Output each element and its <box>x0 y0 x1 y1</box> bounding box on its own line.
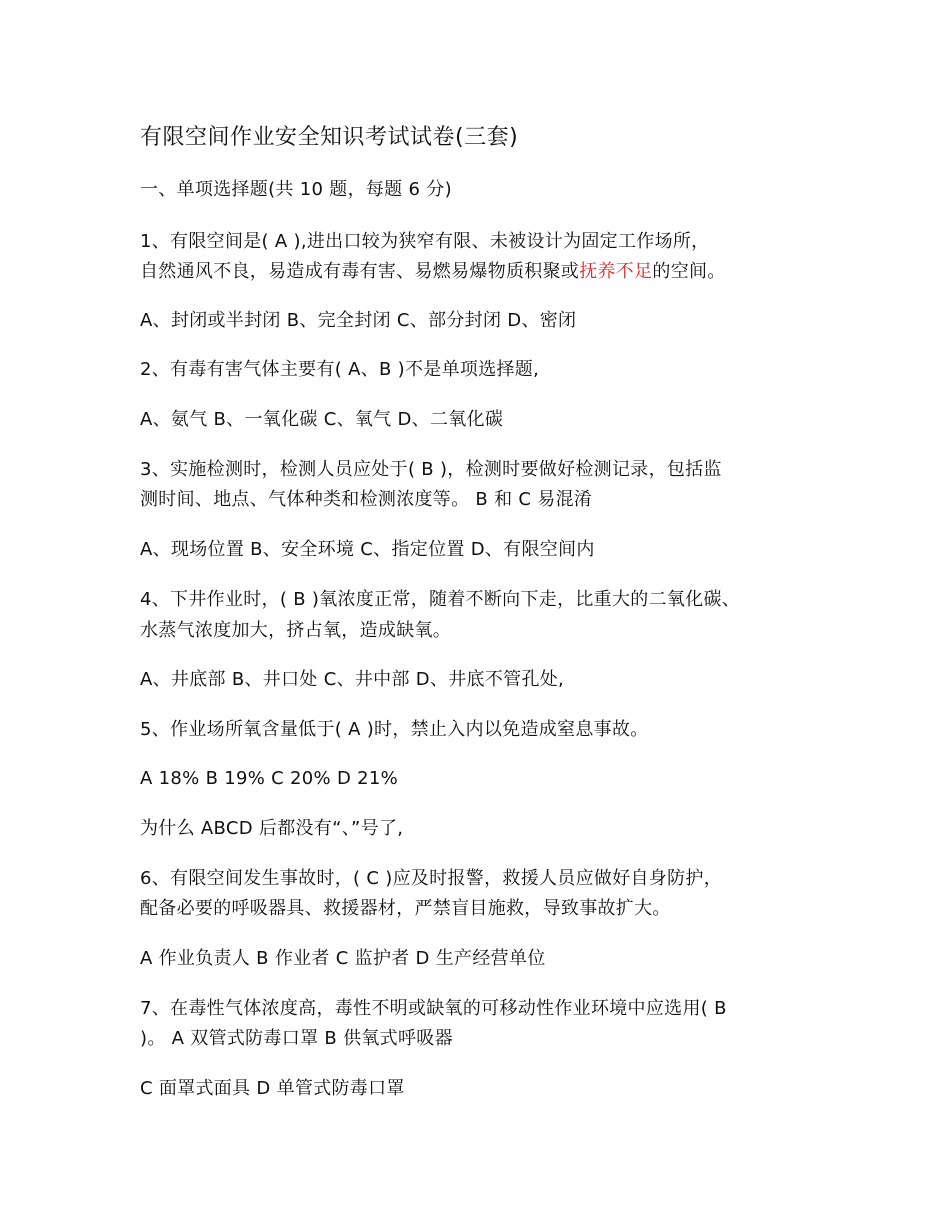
question-3-line-2: 测时间、地点、气体种类和检测浓度等。 B 和 C 易混淆 <box>140 489 593 510</box>
question-2-line-1: 2、有毒有害气体主要有( A、B )不是单项选择题, <box>140 359 540 380</box>
highlighted-text: 抚养不足 <box>579 261 653 282</box>
question-1-line-2 <box>140 257 830 287</box>
question-4-line-2: 水蒸气浓度加大，挤占氧，造成缺氧。 <box>140 620 452 641</box>
question-7-options: C 面罩式面具 D 单管式防毒口罩 <box>140 1078 405 1099</box>
question-3-line-1: 3、实施检测时，检测人员应处于( B )，检测时要做好检测记录，包括监 <box>140 459 722 480</box>
question-7-line-1: 7、在毒性气体浓度高，毒性不明或缺氧的可移动性作业环境中应选用( B <box>140 998 727 1019</box>
question-1-options: A、封闭或半封闭 B、完全封闭 C、部分封闭 D、密闭 <box>140 310 577 331</box>
question-6-line-2: 配备必要的呼吸器具、救援器材，严禁盲目施救，导致事故扩大。 <box>140 898 671 919</box>
question-4-options: A、井底部 B、井口处 C、井中部 D、井底不管孔处, <box>140 669 565 690</box>
question-1-text-after: 的空间。 <box>652 261 726 282</box>
question-4-line-1: 4、下井作业时，( B )氧浓度正常，随着不断向下走，比重大的二氧化碳、 <box>140 589 741 610</box>
question-1-text-before: 自然通风不良，易造成有毒有害、易燃易爆物质积聚或 <box>140 261 580 282</box>
question-5-note: 为什么 ABCD 后都没有“、”号了, <box>140 818 404 839</box>
question-5-line-1: 5、作业场所氧含量低于( A )时，禁止入内以免造成窒息事故。 <box>140 719 649 740</box>
question-5-options: A 18% B 19% C 20% D 21% <box>140 768 399 789</box>
question-7-line-2: )。 A 双管式防毒口罩 B 供氧式呼吸器 <box>140 1028 453 1049</box>
question-6-options: A 作业负责人 B 作业者 C 监护者 D 生产经营单位 <box>140 948 546 969</box>
question-2-options: A、氨气 B、一氧化碳 C、氧气 D、二氧化碳 <box>140 409 504 430</box>
section-heading: 一、单项选择题(共 10 题，每题 6 分) <box>140 179 452 200</box>
question-1-line-1: 1、有限空间是( A ),进出口较为狭窄有限、未被设计为固定工作场所， <box>140 231 710 252</box>
question-6-line-1: 6、有限空间发生事故时，( C )应及时报警，救援人员应做好自身防护， <box>140 868 723 889</box>
question-3-options: A、现场位置 B、安全环境 C、指定位置 D、有限空间内 <box>140 539 595 560</box>
document-title: 有限空间作业安全知识考试试卷(三套) <box>140 125 519 150</box>
